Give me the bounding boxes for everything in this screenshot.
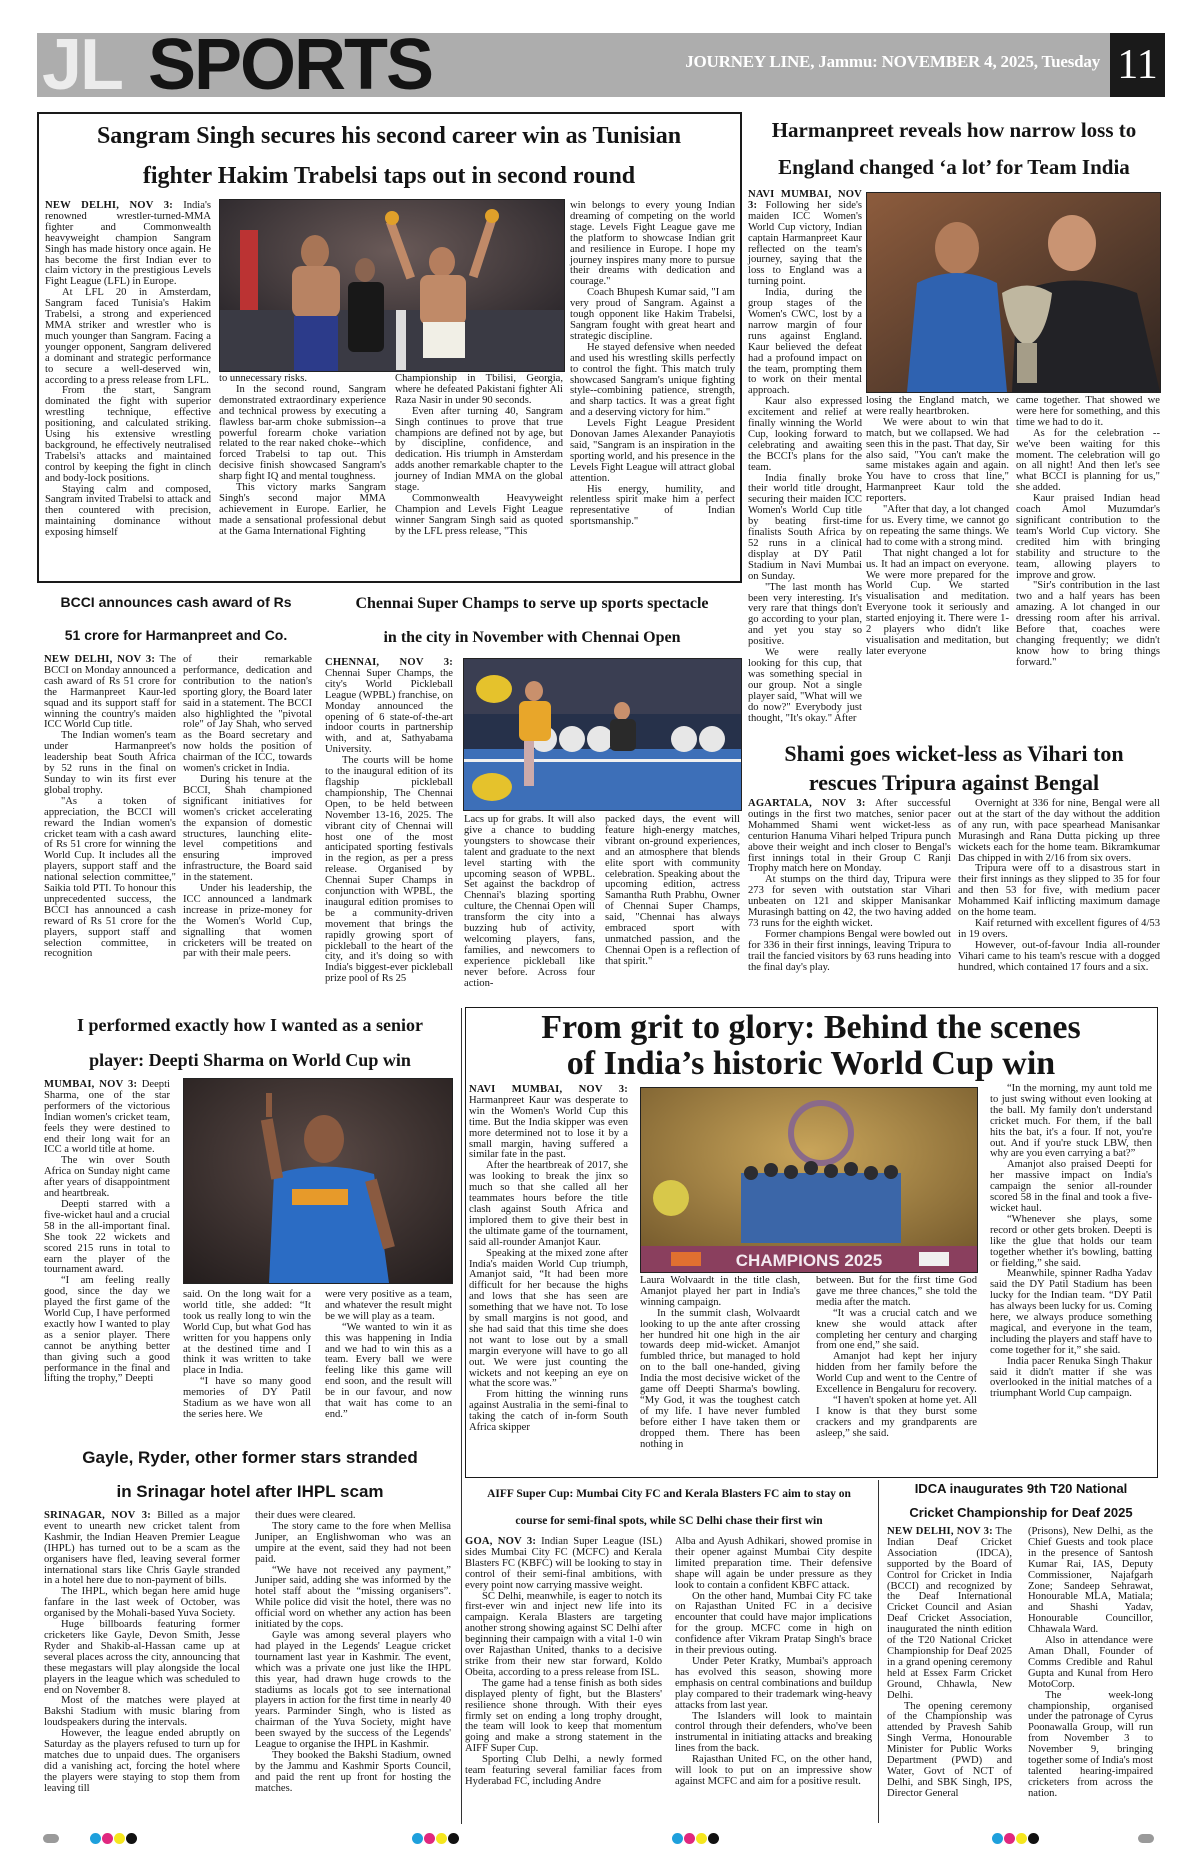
paragraph xyxy=(44,1511,240,1587)
registration-dot-black xyxy=(126,1833,137,1844)
paragraph: Under Peter Kratky, Mumbai's approach has evolved this season, showing more emphasis on central combinations and buildup play compared to their trademark wing-heavy attacks from last year. xyxy=(675,1655,872,1711)
headline-line: rescues Tripura against Bengal xyxy=(808,770,1100,795)
photo-champions-celebration xyxy=(640,1087,978,1273)
registration-dot-cyan xyxy=(412,1833,423,1844)
headline-line: AIFF Super Cup: Mumbai City FC and Kerala Blasters FC aim to stay on xyxy=(487,1488,851,1500)
dateline: GOA, NOV 3: xyxy=(465,1536,537,1547)
logo-initials: JL xyxy=(42,25,123,105)
headline-line: fighter Hakim Trabelsi taps out in second round xyxy=(142,163,636,189)
paragraph: Under his leadership, the ICC announced a landmark increase in prize-money for the Women's World Cup, signalling that women cricketers will be treated on par with their male peers. xyxy=(183,883,312,960)
paragraph: of their remarkable performance, dedication and contribution to the nation's sporting glory, the Board later said in a statement. The BCCI also highlighted the "pivotal role" of Jay Shah, who served as the Board secretary and now holds the position of chairman of the ICC, towards women's cricket in India. xyxy=(183,654,312,775)
headline-shami xyxy=(746,739,1162,797)
paragraph: (Prisons), New Delhi, as the Chief Guests and took place in the presence of Santosh Kumar Rai, IAS, Deputy Commissioner, Najafgarh Zone; Sandeep Sehrawat, Honourable MLA, Matiala; and Shashi Yadav, Honourable Councillor, Chhawala Ward. xyxy=(1028,1526,1153,1636)
paragraph: That night changed a lot for us. It had an impact on everyone. We were more prepared for the World Cup. We started visualisation and meditation. Everyone took it seriously and started enjoying it. There were 1-2 players who didn't like visualisation and meditation, but later everyone xyxy=(866,547,1009,657)
dateline: SRINAGAR, NOV 3: xyxy=(44,1510,151,1521)
paragraph: The win over South Africa on Sunday night came after years of disappointment and heartbreak. xyxy=(44,1155,170,1200)
paragraph: Former champions Bengal were bowled out for 336 in their first innings, leaving Tripura to trail the fancied visitors by 63 runs heading into the final day's play. xyxy=(748,928,952,973)
registration-dot-yellow xyxy=(1016,1833,1027,1844)
paragraph: His energy, humility, and relentless spirit make him a perfect representative of Indian sportsmanship." xyxy=(570,483,735,528)
paragraph: On the other hand, Mumbai City FC take on Rajasthan United FC in a decisive encounter that could have major implications for the group. MCFC come in high on confidence after Vikram Pratap Singh's brace in their previous outing. xyxy=(675,1590,872,1657)
paragraph: Alba and Ayush Adhikari, showed promise in their opener against Mumbai City despite limited preparation time. Their defensive shape will again be under pressure as they look to contain a confident KBFC attack. xyxy=(675,1536,872,1591)
photo-harmanpreet-trophy xyxy=(866,192,1161,393)
registration-dot-magenta xyxy=(1004,1833,1015,1844)
paragraph-text: The BCCI on Monday announced a cash award of Rs 51 crore for the Harmanpreet Kaur-led squad and its support staff for winning the country's maiden ICC World Cup title. xyxy=(44,654,176,731)
paragraph: were very positive as a team, and whatever the result might be we will play as a team. xyxy=(325,1289,452,1322)
paragraph: The week-long championship, organised under the patronage of Cyrus Poonawalla Group, will run from November 3 to November 9, bringing together some of India's most talented hearing-impaired cricketers from across the nation. xyxy=(1028,1689,1153,1799)
paragraph: We were about to win that match, but we collapsed. We had seen this in the past. That day, Sir also said, "You can't make the same mistakes again and again. You have to cross that line," Harmanpreet Kaur told the reporters. xyxy=(866,416,1009,505)
article-column xyxy=(605,815,740,1003)
paragraph: The story came to the fore when Mellisa Juniper, an Englishwoman who was an umpire at the event, said they had not been paid. xyxy=(255,1520,451,1565)
dateline: NAVI MUMBAI, NOV 3: xyxy=(469,1084,628,1095)
paragraph: The courts will be home to the inaugural edition of its flagship pickleball championship, The Chennai Open, to be held between November 13-16, 2025. The vibrant city of Chennai will host one of the most anticipated sporting festivals in the region, as per a press release. Organised by Chennai Super Champs in conjunction with WPBL, the inaugural edition promises to be a community-driven movement that brings the rapidly growing sport of pickleball to the heart of the city, and it's doing so with India's biggest-ever pickleball prize pool of Rs 25 xyxy=(325,755,453,985)
headline-line: BCCI announces cash award of Rs xyxy=(60,594,292,610)
photo-deepti-celebrating xyxy=(183,1078,453,1284)
paragraph: Laura Wolvaardt in the title clash, Amanjot played her part in India's winning campaign. xyxy=(640,1275,800,1308)
photo-sangram-victory xyxy=(219,199,565,372)
paragraph-text: Harmanpreet Kaur was desperate to win the Women's World Cup this time. But the India skipper was even more determined not to lose it by a small margin, having suffered a similar fate in the past. xyxy=(469,1094,628,1161)
article-column xyxy=(887,1527,1012,1823)
headline-line: Shami goes wicket-less as Vihari ton xyxy=(784,741,1124,766)
headline-line: Chennai Super Champs to serve up sports spectacle xyxy=(355,595,709,612)
paragraph-text: Deepti Sharma, one of the star performers of the victorious Indian women's cricket team, feels they were destined to end their long wait for an ICC a world title at home. xyxy=(44,1079,170,1156)
paragraph-text: India's renowned wrestler-turned-MMA fighter and Commonwealth heavyweight champion Sangram Singh has made history once again. He has become the first Indian ever to claim victory in the prestigious Levels Fight League (LFL) in Europe. xyxy=(45,200,211,288)
article-column xyxy=(219,374,386,577)
paragraph: Levels Fight League President Donovan James Alexander Panayiotis said, "Sangram is an inspiration in the sporting world, and his presence in the Levels Fight League will attract global attention. xyxy=(570,418,735,484)
headline-line: Gayle, Ryder, other former stars stranded xyxy=(82,1448,418,1467)
paragraph: Kaur also expressed excitement and relief at finally winning the World Cup, looking forward to celebrating and awaiting the BCCI's plans for the team. xyxy=(748,396,862,473)
headline-sangram xyxy=(38,116,740,196)
paragraph-text: After successful outings in the first two matches, senior pacer Mohammed Shami went wicket-less as centurion Hanuma Vihari helped Tripura punch above their weight and inch closer to Bengal's first innings total in their Group C Ranji Trophy match here on Monday. xyxy=(748,798,951,875)
paragraph: India pacer Renuka Singh Thakur said it didn't matter if she was overlooked in the initial matches of a triumphant World Cup campaign. xyxy=(990,1355,1152,1400)
paragraph-text: Indian Super League (ISL) sides Mumbai City FC (MCFC) and Kerala Blasters FC (KBFC) will be looking to stay in control of their semi-final ambitions, with every point now carrying massive weight. xyxy=(465,1536,663,1591)
article-column xyxy=(325,1290,452,1432)
headline-harmanpreet xyxy=(746,112,1162,186)
headline-line: in Srinagar hotel after IHPL scam xyxy=(116,1482,384,1501)
article-column xyxy=(675,1537,872,1823)
dateline: AGARTALA, NOV 3: xyxy=(748,798,866,809)
paragraph xyxy=(469,1085,628,1161)
registration-dot-magenta xyxy=(424,1833,435,1844)
column-rule xyxy=(461,1008,462,1824)
paragraph: Rajasthan United FC, on the other hand, will look to put on an impressive show against MCFC and aim for a positive result. xyxy=(675,1754,872,1787)
column-rule xyxy=(878,1480,879,1823)
paragraph: "As a token of appreciation, the BCCI will reward the Indian women's cricket team with a cash award of Rs 51 crore for winning the World Cup. It includes all the players, support staff and the national selection committee," Saikia told PTI. To honour this unprecedented success, the BCCI has announced a cash reward of Rs 51 crore for the players, support staff and selection committee, in recognition xyxy=(44,795,176,960)
dateline: NEW DELHI, NOV 3: xyxy=(44,654,156,665)
paragraph: At stumps on the third day, Tripura were 273 for seven with outstation star Vihari unbeaten on 121 and skipper Manisankar Murasingh batting on 42, the two having added 73 runs for the eighth wicket. xyxy=(748,874,951,929)
paragraph: Lacs up for grabs. It will also give a chance to budding youngsters to showcase their talent and graduate to the next level starting with the upcoming season of WPBL. Set against the backdrop of Chennai's blazing sporting culture, the Chennai Open will transform the city into a buzzing hub of activity, welcoming players, fans, families, and newcomers to experience pickleball like never before. Across four action- xyxy=(464,814,595,989)
headline-idca xyxy=(884,1477,1158,1525)
paragraph xyxy=(887,1527,1012,1702)
paragraph: Kaif returned with excellent figures of 4/53 in 19 overs. xyxy=(958,917,1160,940)
registration-mark xyxy=(43,1834,59,1843)
headline-line: England changed ‘a lot’ for Team India xyxy=(778,155,1130,179)
article-column xyxy=(183,1290,311,1432)
paragraph: their dues were cleared. xyxy=(255,1510,356,1521)
paragraph: During his tenure at the BCCI, Shah championed significant initiatives for women's cricket accelerating the expansion of domestic structures, launching elite-level competitions and ensuring improved infrastructure, the Board said in the statement. xyxy=(183,773,312,884)
headline-bcci xyxy=(40,586,312,652)
article-column xyxy=(395,374,563,577)
headline-line: in the city in November with Chennai Open xyxy=(383,629,681,646)
paragraph: Coach Bhupesh Kumar said, "I am very proud of Sangram. Against a tough opponent like Hakim Trabelsi, Sangram fought with great heart and strategic discipline. xyxy=(570,287,735,342)
paragraph: Staying calm and composed, Sangram invited Trabelsi to attack and then countered with precision, maintaining dominance without exposing himself xyxy=(45,483,211,539)
paragraph: Tripura were off to a disastrous start in their first innings as they slipped to 35 for four and then 53 for five, with medium pacer Mohammed Kaif inflicting maximum damage on the home team. xyxy=(958,863,1160,919)
paragraph: However, the league ended abruptly on Saturday as the players refused to turn up for matches due to unpaid dues. The organisers did a vanishing act, forcing the hotel where the players were staying to stop them from leaving till xyxy=(44,1728,240,1794)
paragraph: The game had a tense finish as both sides displayed plenty of fight, but the Blasters' resilience shone through. With their eyes firmly set on ending a long trophy drought, the team will look to keep that momentum going and make a strong statement in the AIFF Super Cup. xyxy=(465,1677,662,1755)
paragraph: "Sir's contribution in the last two and a half years has been amazing. A lot changed in our dressing room after his arrival. Before that, coaches were changing frequently; we didn't know how to bring things forward." xyxy=(1016,580,1160,668)
paragraph: The opening ceremony of the Championship was attended by Pravesh Sahib Singh Verma, Honourable Minister for Public Works Department (PWD) and Water, Govt of NCT of Delhi, and SBK Singh, IPS, Director General xyxy=(887,1700,1012,1799)
paragraph: Kaur praised Indian head coach Amol Muzumdar's significant contribution to the team's World Cup victory. She credited him with bringing stability and structure to the team, allowing players to improve and grow. xyxy=(1016,493,1160,581)
paragraph xyxy=(44,655,176,731)
dateline: CHENNAI, NOV 3: xyxy=(325,657,453,668)
article-column xyxy=(464,815,595,1003)
paragraph: “I have so many good memories of DY Patil Stadium as we have won all the series here. We xyxy=(183,1376,311,1420)
page-number: 11 xyxy=(1110,33,1165,97)
registration-dot-yellow xyxy=(114,1833,125,1844)
registration-dot-black xyxy=(1028,1833,1039,1844)
paragraph: "The last month has been very interesting. It's very rare that things don't go according to your plan, and yet you stay so positive. xyxy=(748,581,862,648)
headline-gayle xyxy=(40,1441,460,1509)
paragraph: win belongs to every young Indian dreaming of competing on the world stage. Levels Fight League gave me the platform to showcase Indian grit and resilience in Europe. I hope my journey inspires many more to pursue their dreams with dedication and courage." xyxy=(570,200,735,288)
article-column xyxy=(325,658,453,1003)
paragraph: came together. That showed we were here for something, and this time we had to do it. xyxy=(1016,395,1160,428)
paragraph: losing the England match, we were really heartbroken. xyxy=(866,395,1009,417)
article-column xyxy=(44,1080,170,1432)
article-column xyxy=(816,1276,977,1471)
champions-banner-text: CHAMPIONS 2025 xyxy=(735,1251,883,1270)
headline-chennai xyxy=(322,587,742,655)
registration-dot-cyan xyxy=(992,1833,1003,1844)
registration-dot-magenta xyxy=(102,1833,113,1844)
paragraph: Overnight at 336 for nine, Bengal were all out at the start of the day without the addition of any run, with pace spearhead Manisankar Murasingh and Rana Dutta picking up three wickets each for the home team. Bikramkumar Das chipped in with 2/16 from six overs. xyxy=(958,798,1160,864)
article-column xyxy=(45,201,211,577)
paragraph-text: Billed as a major event to unearth new cricket talent from Kashmir, the Indian Heaven Premier League (IHPL) has turned out to be a scam as the organisers have fled, leaving several former international stars like Chris Gayle stranded in a hotel here due to non-payment of bills. xyxy=(44,1510,241,1587)
paragraph: Meanwhile, spinner Radha Yadav said the DY Patil Stadium has been lucky for the Indian team. “DY Patil has always been lucky for us. Coming here, we always produce something magical, and everyone in the team, including the players and staff have to come together for it,” she said. xyxy=(990,1268,1152,1356)
registration-dot-cyan xyxy=(90,1833,101,1844)
section-title: SPORTS xyxy=(148,25,433,105)
paragraph: India finally broke their world title drought, securing their maiden ICC Women's World Cup title by beating first-time finalists South Africa by 52 runs in a clinical display at DY Patil Stadium in Navi Mumbai on Sunday. xyxy=(748,472,862,582)
registration-dot-black xyxy=(448,1833,459,1844)
paragraph: “I am feeling really good, since the day we played the first game of the World Cup, I have performed exactly how I wanted to play as a senior player. There cannot be anything better than giving such a good performance in the final and lifting the trophy,” Deepti xyxy=(44,1275,170,1385)
registration-dot-cyan xyxy=(672,1833,683,1844)
paragraph: At LFL 20 in Amsterdam, Sangram faced Tunisia's Hakim Trabelsi, a strong and experienced MMA striker and wrestler who is much younger than Sangram. Facing a younger opponent, Sangram delivered a dominant and strategic performance to secure a well-deserved win, according to a press release from LFL. xyxy=(45,287,211,386)
paragraph-text: Following her side's maiden ICC Women's World Cup victory, Indian captain Harmanpreet Kaur reflected on the team's journey, saying that the loss to England was a turning point. xyxy=(748,199,863,288)
paragraph: “We have not received any payment,” Juniper said, adding she was informed by the hotel staff about the “missing organisers”. While police did visit the hotel, there was no official word on whether any action has been initiated by the cops. xyxy=(255,1564,451,1631)
paragraph: “It was a crucial catch and we knew she would attack after completing her century and charging from one end,” she said. xyxy=(816,1307,977,1352)
headline-deepti xyxy=(40,1008,460,1078)
paragraph: As for the celebration -- we've been waiting for this moment. The celebration will go on all night! And then let's see what BCCI is planning for us," she added. xyxy=(1016,427,1160,494)
paragraph: After the heartbreak of 2017, she was looking to break the jinx so much so that she called all her teammates hours before the title clash against South Africa and implored them to give their best in the ultimate game of the tournament, said all-rounder Amanjot Kaur. xyxy=(469,1160,628,1248)
paragraph: From hitting the winning runs against Australia in the semi-final to taking the catch of in-form South Africa skipper xyxy=(469,1389,628,1434)
paragraph: The IHPL, which began here amid huge fanfare in the last week of October, was organised by the Mohali-based Yuva Society. xyxy=(44,1586,240,1620)
article-column xyxy=(255,1511,451,1823)
headline-line: From grit to glory: Behind the scenes xyxy=(541,1009,1081,1046)
paragraph: However, out-of-favour India all-rounder Vihari came to his team's rescue with a dogged hundred, which contained 17 fours and a six. xyxy=(958,939,1160,973)
paragraph: “In the morning, my aunt told me to just swing without even looking at the ball. My family don't understand cricket much. For them, if the ball hits the bat, it's a four. If not, you're out. And if you're stuck LBW, then why are you even carrying a bat?” xyxy=(990,1083,1152,1160)
paragraph: Sporting Club Delhi, a newly formed team featuring several familiar faces from Hyderabad FC, including Andre xyxy=(465,1754,662,1787)
paragraph: to unnecessary risks. xyxy=(219,373,307,384)
paragraph: Also in attendance were Aman Dhall, Founder of Comms Credible and Rahul Gupta and Kunal from Hero MotoCorp. xyxy=(1028,1635,1153,1690)
paragraph: The Indian women's team under Harmanpreet's leadership beat South Africa by 52 runs in the final on Sunday to win its first ever global trophy. xyxy=(44,730,176,796)
headline-line: of India’s historic World Cup win xyxy=(566,1045,1056,1082)
paragraph xyxy=(748,190,862,288)
article-column xyxy=(469,1085,628,1471)
article-column xyxy=(44,655,176,1003)
paragraph: Amanjot also praised Deepti for her massive impact on India's campaign the senior all-rounder scored 58 in the final and took a five-wicket haul. xyxy=(990,1159,1152,1214)
headline-line: course for semi-final spots, while SC Delhi chase their first win xyxy=(515,1515,823,1527)
paragraph: Championship in Tbilisi, Georgia, where he defeated Pakistani fighter Ali Raza Nasir in under 90 seconds. xyxy=(395,373,563,406)
paragraph: between. But for the first time God gave me three chances,” she told the media after the match. xyxy=(816,1275,977,1308)
headline-grit xyxy=(465,1010,1157,1082)
paragraph xyxy=(325,658,453,756)
paragraph: packed days, the event will feature high-energy matches, vibrant on-ground experiences, and an atmosphere that blends elite sport with community celebration. Speaking about the upcoming edition, actress Samantha Ruth Prabhu, Owner of Chennai Super Champs, said, "Chennai has always embraced sport with unmatched passion, and the Chennai Open is a reflection of that spirit." xyxy=(605,814,740,967)
paragraph xyxy=(748,799,951,875)
paragraph: India, during the group stages of the Women's CWC, lost by a narrow margin of four runs against England. Kaur believed the defeat had a profound impact on the team, prompting them to work on their mental approach. xyxy=(748,287,862,397)
paragraph xyxy=(465,1537,662,1592)
paragraph: The Islanders will look to maintain control through their defenders, who've been instrumental in initiating attacks and breaking lines from the back. xyxy=(675,1710,872,1755)
registration-mark xyxy=(1138,1834,1154,1843)
paragraph: They booked the Bakshi Stadium, owned by the Jammu and Kashmir Sports Council, and paid the rent up front for hosting the matches. xyxy=(255,1749,451,1794)
paragraph: “I haven't spoken at home yet. All I know is that they burst some crackers and my grandparents are asleep,” she said. xyxy=(816,1394,977,1439)
paragraph: "After that day, a lot changed for us. Every time, we cannot go on repeating the same things. We had to come with a strong mind. xyxy=(866,504,1009,548)
dateline: MUMBAI, NOV 3: xyxy=(44,1079,138,1090)
headline-line: Cricket Championship for Deaf 2025 xyxy=(909,1505,1133,1520)
paragraph: Gayle was among several players who had played in the Legends' League cricket tournament last year in Kashmir. The event, which was a private one just like the IHPL this year, had drawn huge crowds to the stadiums as locals got to see international players in action for the first time in nearly 40 years. Parminder Singh, who is listed as chairman of the Yuva Society, might have been swayed by the success of the Legends' League to organise the IHPL in Kashmir. xyxy=(255,1629,451,1751)
paragraph: Deepti starred with a five-wicket haul and a crucial 58 in the all-important final. She took 22 wickets and scored 215 runs in total to earn the player of the tournament award. xyxy=(44,1198,170,1276)
article-column xyxy=(1028,1527,1153,1823)
article-column xyxy=(748,799,951,1003)
paragraph-text: The Indian Deaf Cricket Association (IDCA), supported by the Board of Control for Cricket in India (BCCI) and recognized by the Deaf International Cricket Council and Asian Deaf Cricket Association, inaugurated the ninth edition of the T20 National Cricket Championship for Deaf 2025 in a grand opening ceremony held at Essex Farm Cricket Ground, Chhawla, New Delhi. xyxy=(887,1526,1012,1701)
dateline: NEW DELHI, NOV 3: xyxy=(887,1526,993,1537)
paragraph: “We wanted to win it as this was happening in India and we had to win this as a team. Every ball we were feeling like this game will end soon, and the result will be in our favour, and now that wait has come to an end.” xyxy=(325,1321,452,1420)
headline-line: I performed exactly how I wanted as a senior xyxy=(77,1015,423,1035)
paragraph: “Whenever she plays, some record or other gets broken. Deepti is like the glue that holds our team together whether it's bowling, batting or fielding,” she said. xyxy=(990,1213,1152,1269)
paragraph: This victory marks Sangram Singh's second major MMA achievement in Europe. Earlier, he made a sensational professional debut at the Gama International Fighting xyxy=(219,482,386,537)
issue-dateline: JOURNEY LINE, Jammu: NOVEMBER 4, 2025, Tuesday xyxy=(685,52,1100,71)
paragraph: Huge billboards featuring former cricketers like Gayle, Devon Smith, Jesse Ryder and Shakib-al-Hassan came up at several places across the city, announcing that these megastars will play alongside the local players in the league which was scheduled to end on November 8. xyxy=(44,1619,240,1696)
paragraph: Most of the matches were played at Bakshi Stadium with music blaring from loudspeakers during the intervals. xyxy=(44,1695,240,1729)
article-column xyxy=(1016,396,1160,736)
registration-dot-yellow xyxy=(696,1833,707,1844)
paragraph: SC Delhi, meanwhile, is eager to notch its first-ever win and inject new life into its campaign. Kerala Blasters are targeting another strong showing against SC Delhi after beginning their campaign with a vital 1-0 win over Rajasthan United, thanks to a decisive strike from their new star forward, Koldo Obeita, according to a press release from ISL. xyxy=(465,1590,662,1678)
paragraph xyxy=(44,1080,170,1156)
registration-dot-magenta xyxy=(684,1833,695,1844)
paragraph: Speaking at the mixed zone after India's maiden World Cup triumph, Amanjot said, “It had been more difficult for her because the highs and lows that she has seen are something that we have not. To lose by small margins is not good, and she had said that this time she does not want to lose out by a small margin everyone will have to go all out. We were just counting the wickets and not keeping an eye on what the score was.” xyxy=(469,1247,628,1390)
headline-line: Harmanpreet reveals how narrow loss to xyxy=(771,118,1137,142)
dateline: NEW DELHI, NOV 3: xyxy=(45,200,174,211)
paragraph: Commonwealth Heavyweight Champion and Levels Fight League winner Sangram Singh said as quoted by the LFL press release, "This xyxy=(395,492,563,537)
article-column xyxy=(958,799,1160,1003)
paragraph xyxy=(45,201,211,288)
headline-line: player: Deepti Sharma on World Cup win xyxy=(89,1050,411,1070)
article-column xyxy=(990,1084,1152,1471)
dateline: NAVI MUMBAI, NOV 3: xyxy=(748,189,862,211)
registration-dot-black xyxy=(708,1833,719,1844)
headline-line: IDCA inaugurates 9th T20 National xyxy=(914,1481,1128,1496)
registration-dot-yellow xyxy=(436,1833,447,1844)
headline-line: Sangram Singh secures his second career win as Tunisian xyxy=(96,123,682,149)
article-column xyxy=(748,190,862,736)
paragraph: From the start, Sangram dominated the fight with superior wrestling technique, effective positioning, and calculated striking. Using his extensive wrestling background, he effectively neutralised Trabelsi's attacks and maintained control by keeping the fight in clinch and body-lock positions. xyxy=(45,385,211,484)
paragraph: In the second round, Sangram demonstrated extraordinary experience and technical prowess by executing a flawless bar-arm choke submission--a powerful forearm choke variation related to the rear naked choke--which forced Trabelsi to tap out. This decisive finish showcased Sangram's sharp fight IQ and mental toughness. xyxy=(219,383,386,483)
paragraph: We were really looking for this cup, that was something special in our group. Not a single player said, "What will we do now?" Everybody just thought, "It's okay." After xyxy=(748,647,862,724)
photo-pickleball-match xyxy=(463,658,742,811)
paragraph: He stayed defensive when needed and used his wrestling skills perfectly to control the fight. This match truly showcased Sangram's unique fighting style--combining patience, strength, and sharp tactics. It was a great fight and a deserving victory for him." xyxy=(570,341,735,419)
article-column xyxy=(465,1537,662,1823)
article-column xyxy=(570,201,735,577)
headline-aiff xyxy=(465,1481,873,1535)
article-column xyxy=(44,1511,240,1823)
paragraph: Amanjot had kept her injury hidden from her family before the World Cup and went to the Centre of Excellence in Bengaluru for recovery. xyxy=(816,1351,977,1396)
headline-line: 51 crore for Harmanpreet and Co. xyxy=(64,627,288,643)
article-column xyxy=(640,1276,800,1471)
paragraph: In the summit clash, Wolvaardt looking to up the ante after crossing her hundred hit one high in the air towards deep mid-wicket. Amanjot fumbled thrice, but managed to hold on to the ball one-handed, giving India the most decisive wicket of the game off Deepti Sharma's bowling. “My God, it was the toughest catch of my life. I have never fumbled before either I have taken them or dropped them. There has been nothing in xyxy=(640,1307,800,1450)
paragraph-text: Chennai Super Champs, the city's World Pickleball League (WPBL) franchise, on Monday announced the opening of 6 state-of-the-art indoor courts in partnership with, and at, Sathyabama University. xyxy=(325,667,453,756)
paragraph: said. On the long wait for a world title, she added: “It took us really long to win the World Cup, but what God has written for you happens only at the destined time and I think it was written to take place in India. xyxy=(183,1289,311,1377)
paragraph: Even after turning 40, Sangram Singh continues to prove that true champions are defined not by age, but by discipline, confidence, and dedication. His triumph in Amsterdam adds another remarkable chapter to the journey of Indian MMA on the global stage. xyxy=(395,405,563,494)
article-column xyxy=(866,396,1009,736)
article-column xyxy=(183,655,312,1003)
